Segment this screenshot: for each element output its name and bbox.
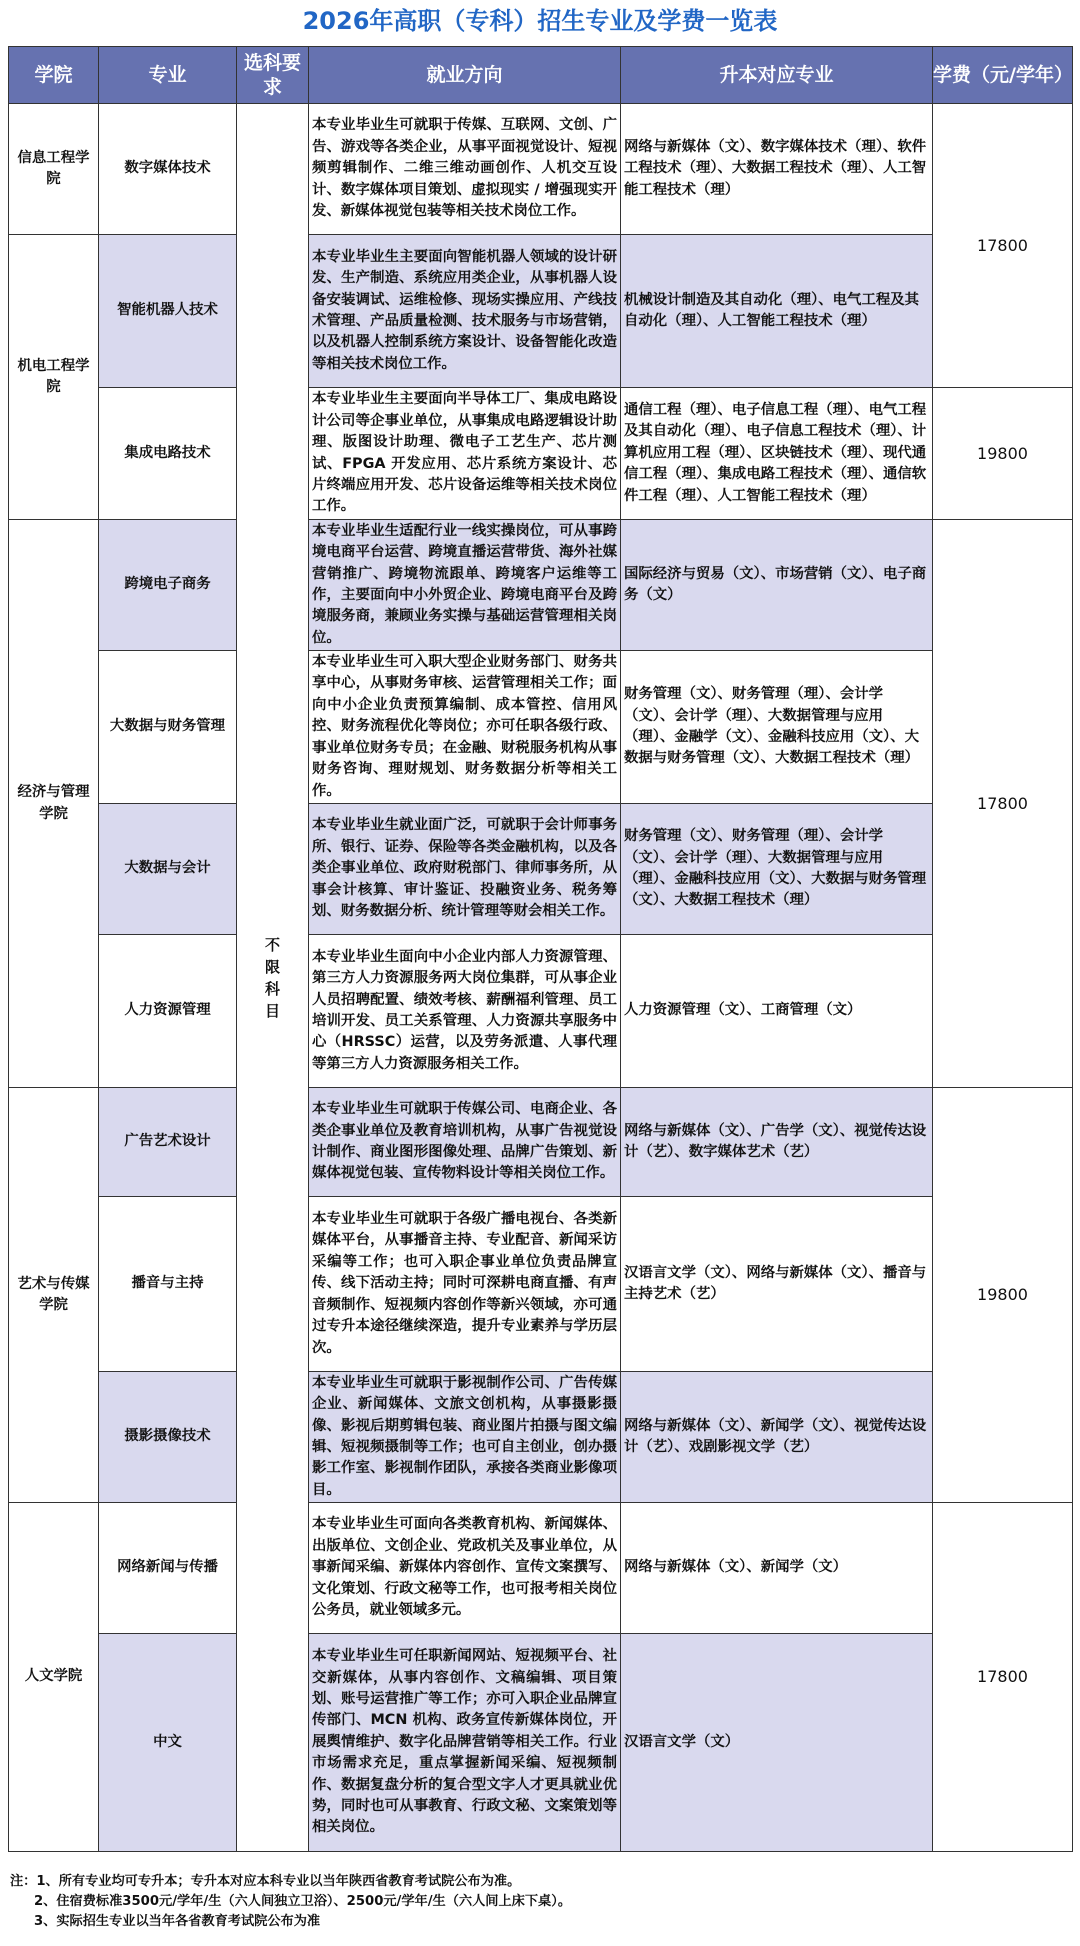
upgrade-cell: 网络与新媒体（文）、数字媒体技术（理）、软件工程技术（理）、大数据工程技术（理）、人工智能工程技术（理）	[621, 104, 933, 235]
page-title: 2026年高职（专科）招生专业及学费一览表	[302, 7, 778, 35]
career-cell: 本专业毕业生面向中小企业内部人力资源管理、第三方人力资源服务两大岗位集群，可从事企业人员招聘配置、绩效考核、薪酬福利管理、员工培训开发、员工关系管理、人力资源共享服务中心（HRSSC）运营，以及劳务派遣、人事代理等第三方人力资源服务相关工作。	[309, 935, 621, 1088]
header-fee: 学费（元/学年）	[933, 47, 1073, 104]
table-row	[9, 935, 1073, 1088]
career-cell: 本专业毕业生适配行业一线实操岗位，可从事跨境电商平台运营、跨境直播运营带货、海外社媒营销推广、跨境物流跟单、跨境客户运维等工作，主要面向中小外贸企业、跨境电商平台及跨境服务商，兼顾业务实操与基础运营管理相关岗位。	[309, 520, 621, 651]
career-cell: 本专业毕业生可就职于影视制作公司、广告传媒企业、新闻媒体、文旅文创机构，从事摄影摄像、影视后期剪辑包装、商业图片拍摄与图文编辑、短视频摄制等工作；也可自主创业，创办摄影工作室、影视制作团队，承接各类商业影像项目。	[309, 1372, 621, 1503]
career-cell: 本专业毕业生主要面向智能机器人领域的设计研发、生产制造、系统应用类企业，从事机器人设备安装调试、运维检修、现场实操应用、产线技术管理、产品质量检测、技术服务与市场营销，以及机器人控制系统方案设计、设备智能化改造等相关技术岗位工作。	[309, 235, 621, 388]
upgrade-cell: 网络与新媒体（文）、广告学（文）、视觉传达设计（艺）、数字媒体艺术（艺）	[621, 1088, 933, 1197]
college-cell: 信息工程学院	[9, 104, 99, 235]
header-requirement: 选科要求	[237, 47, 309, 104]
table-row	[9, 1197, 1073, 1372]
upgrade-cell: 汉语言文学（文）、网络与新媒体（文）、播音与主持艺术（艺）	[621, 1197, 933, 1372]
upgrade-cell: 财务管理（文）、财务管理（理）、会计学（文）、会计学（理）、大数据管理与应用（理）、金融学（文）、金融科技应用（文）、大数据与财务管理（文）、大数据工程技术（理）	[621, 651, 933, 804]
table-row	[9, 104, 1073, 235]
header-major: 专业	[99, 47, 237, 104]
fee-cell: 17800	[933, 1503, 1073, 1852]
college-cell: 机电工程学院	[9, 235, 99, 520]
major-cell: 智能机器人技术	[99, 235, 237, 388]
major-cell: 人力资源管理	[99, 935, 237, 1088]
header-upgrade: 升本对应专业	[621, 47, 933, 104]
upgrade-cell: 网络与新媒体（文）、新闻学（文）、视觉传达设计（艺）、戏剧影视文学（艺）	[621, 1372, 933, 1503]
table-row	[9, 388, 1073, 520]
major-cell: 大数据与财务管理	[99, 651, 237, 804]
fee-cell: 17800	[933, 104, 1073, 388]
fee-cell: 17800	[933, 520, 1073, 1088]
major-cell: 中文	[99, 1634, 237, 1852]
career-cell: 本专业毕业生可就职于传媒、互联网、文创、广告、游戏等各类企业，从事平面视觉设计、短视频剪辑制作、二维三维动画创作、人机交互设计、数字媒体项目策划、虚拟现实 / 增强现实开发、新媒体视觉包装等相关技术岗位工作。	[309, 104, 621, 235]
footnotes	[10, 1872, 1070, 1932]
table-row	[9, 1634, 1073, 1852]
footnote-line: 3、实际招生专业以当年各省教育考试院公布为准	[34, 1914, 321, 1929]
career-cell: 本专业毕业生可入职大型企业财务部门、财务共享中心，从事财务审核、运营管理相关工作；面向中小企业负责预算编制、成本管控、信用风控、财务流程优化等岗位；亦可任职各级行政、事业单位财务专员；在金融、财税服务机构从事财务咨询、理财规划、财务数据分析等相关工作。	[309, 651, 621, 804]
table-row	[9, 804, 1073, 935]
major-cell: 集成电路技术	[99, 388, 237, 520]
footnote-line: 注：1、所有专业均可专升本；专升本对应本科专业以当年陕西省教育考试院公布为准。	[10, 1874, 521, 1889]
college-cell: 人文学院	[9, 1503, 99, 1852]
upgrade-cell: 网络与新媒体（文）、新闻学（文）	[621, 1503, 933, 1634]
college-cell: 经济与管理学院	[9, 520, 99, 1088]
table-row	[9, 1088, 1073, 1197]
major-cell: 摄影摄像技术	[99, 1372, 237, 1503]
career-cell: 本专业毕业生主要面向半导体工厂、集成电路设计公司等企事业单位，从事集成电路逻辑设计助理、版图设计助理、微电子工艺生产、芯片测试、FPGA 开发应用、芯片系统方案设计、芯片终端应用开发、芯片设备运维等相关技术岗位工作。	[309, 388, 621, 520]
upgrade-cell: 国际经济与贸易（文）、市场营销（文）、电子商务（文）	[621, 520, 933, 651]
fee-cell: 19800	[933, 388, 1073, 520]
career-cell: 本专业毕业生就业面广泛，可就职于会计师事务所、银行、证券、保险等各类金融机构，以及各类企事业单位、政府财税部门、律师事务所，从事会计核算、审计鉴证、投融资业务、税务筹划、财务数据分析、统计管理等财会相关工作。	[309, 804, 621, 935]
table-row	[9, 520, 1073, 651]
header-career: 就业方向	[309, 47, 621, 104]
major-cell: 广告艺术设计	[99, 1088, 237, 1197]
upgrade-cell: 财务管理（文）、财务管理（理）、会计学（文）、会计学（理）、大数据管理与应用（理）、金融科技应用（文）、大数据与财务管理（文）、大数据工程技术（理）	[621, 804, 933, 935]
table-row	[9, 235, 1073, 388]
table-row	[9, 1503, 1073, 1634]
fee-cell: 19800	[933, 1088, 1073, 1503]
career-cell: 本专业毕业生可面向各类教育机构、新闻媒体、出版单位、文创企业、党政机关及事业单位，从事新闻采编、新媒体内容创作、宣传文案撰写、文化策划、行政文秘等工作，也可报考相关岗位公务员，就业领域多元。	[309, 1503, 621, 1634]
career-cell: 本专业毕业生可任职新闻网站、短视频平台、社交新媒体，从事内容创作、文稿编辑、项目策划、账号运营推广等工作；亦可入职企业品牌宣传部门、MCN 机构、政务宣传新媒体岗位，开展舆情维护、数字化品牌营销等相关工作。行业市场需求充足，重点掌握新闻采编、短视频制作、数据复盘分析的复合型文字人才更具就业优势，同时也可从事教育、行政文秘、文案策划等相关岗位。	[309, 1634, 621, 1852]
table-row	[9, 651, 1073, 804]
header-college: 学院	[9, 47, 99, 104]
enrollment-table	[8, 46, 1073, 1852]
major-cell: 网络新闻与传播	[99, 1503, 237, 1634]
major-cell: 跨境电子商务	[99, 520, 237, 651]
table-header-row	[9, 47, 1073, 104]
upgrade-cell: 人力资源管理（文）、工商管理（文）	[621, 935, 933, 1088]
career-cell: 本专业毕业生可就职于传媒公司、电商企业、各类企事业单位及教育培训机构，从事广告视觉设计制作、商业图形图像处理、品牌广告策划、新媒体视觉包装、宣传物料设计等相关岗位工作。	[309, 1088, 621, 1197]
requirement-cell: 不限科目	[237, 104, 309, 1852]
major-cell: 数字媒体技术	[99, 104, 237, 235]
career-cell: 本专业毕业生可就职于各级广播电视台、各类新媒体平台，从事播音主持、专业配音、新闻采访采编等工作；也可入职企事业单位负责品牌宣传、线下活动主持；同时可深耕电商直播、有声音频制作、短视频内容创作等新兴领域，亦可通过专升本途径继续深造，提升专业素养与学历层次。	[309, 1197, 621, 1372]
upgrade-cell: 汉语言文学（文）	[621, 1634, 933, 1852]
major-cell: 播音与主持	[99, 1197, 237, 1372]
upgrade-cell: 通信工程（理）、电子信息工程（理）、电气工程及其自动化（理）、电子信息工程技术（理）、计算机应用工程（理）、区块链技术（理）、现代通信工程（理）、集成电路工程技术（理）、通信软件工程（理）、人工智能工程技术（理）	[621, 388, 933, 520]
major-cell: 大数据与会计	[99, 804, 237, 935]
table-row	[9, 1372, 1073, 1503]
upgrade-cell: 机械设计制造及其自动化（理）、电气工程及其自动化（理）、人工智能工程技术（理）	[621, 235, 933, 388]
college-cell: 艺术与传媒学院	[9, 1088, 99, 1503]
footnote-line: 2、住宿费标准3500元/学年/生（六人间独立卫浴）、2500元/学年/生（六人间上床下桌）。	[34, 1894, 572, 1909]
